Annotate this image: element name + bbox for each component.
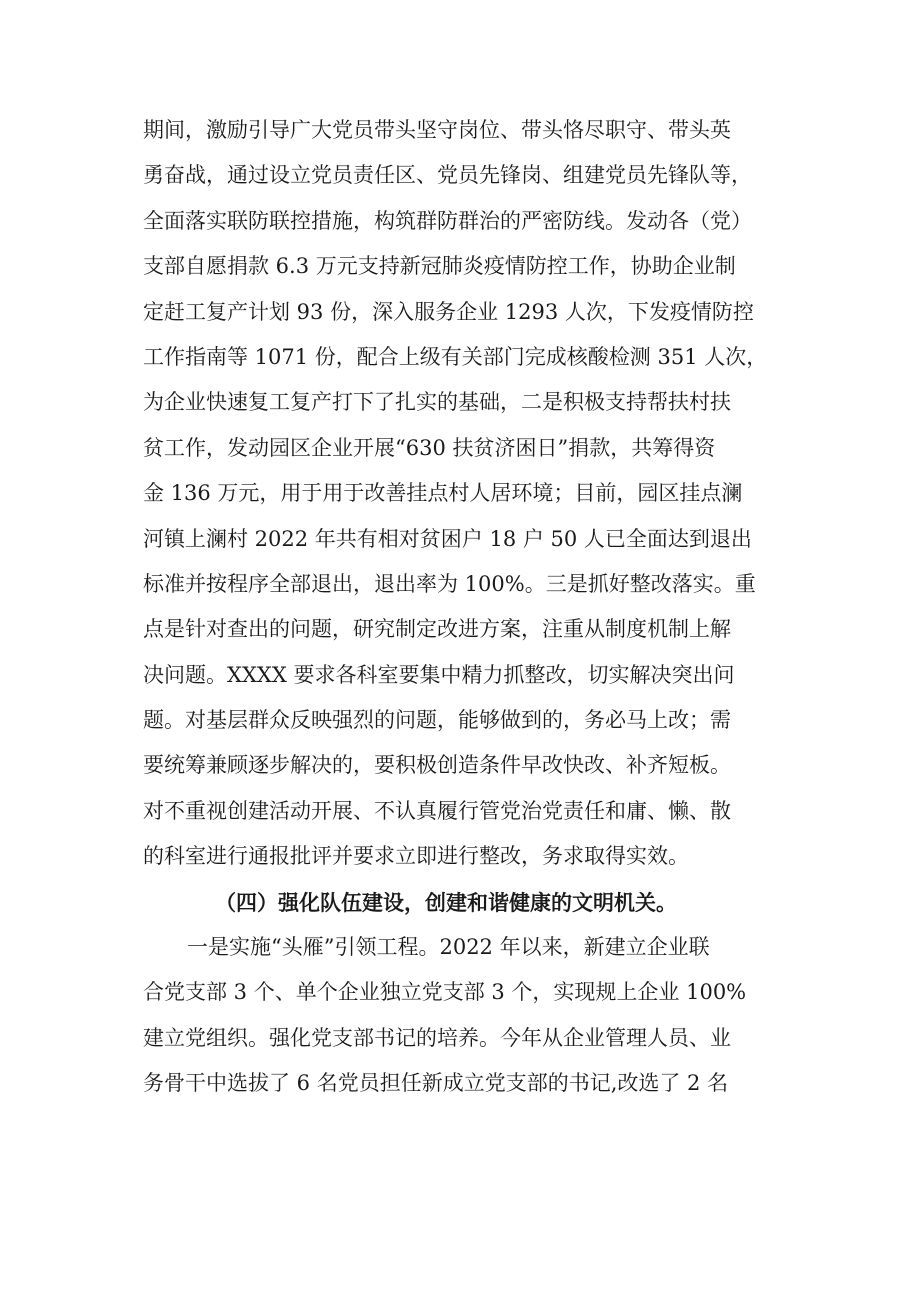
text-line: 支部自愿捐款 6.3 万元支持新冠肺炎疫情防控工作，协助企业制 bbox=[143, 254, 736, 279]
text-line: 勇奋战，通过设立党员责任区、党员先锋岗、组建党员先锋队等， bbox=[143, 163, 752, 188]
text-line: 全面落实联防联控措施，构筑群防群治的严密防线。发动各（党） bbox=[143, 208, 752, 233]
text-line: 点是针对查出的问题，研究制定改进方案，注重从制度机制上解 bbox=[143, 617, 731, 642]
text-line: 建立党组织。强化党支部书记的培养。今年从企业管理人员、业 bbox=[143, 1025, 731, 1050]
document-body bbox=[143, 108, 803, 1107]
text-line: 期间，激励引导广大党员带头坚守岗位、带头恪尽职守、带头英 bbox=[143, 118, 731, 142]
text-line: 务骨干中选拔了 6 名党员担任新成立党支部的书记,改选了 2 名 bbox=[143, 1071, 729, 1096]
text-line: 定赶工复产计划 93 份，深入服务企业 1293 人次，下发疫情防控 bbox=[143, 299, 754, 324]
text-line: 对不重视创建活动开展、不认真履行管党治党责任和庸、懒、散 bbox=[143, 798, 731, 823]
section-heading: （四）强化队伍建设，创建和谐健康的文明机关。 bbox=[215, 889, 677, 915]
text-line: 合党支部 3 个、单个企业独立党支部 3 个，实现规上企业 100% bbox=[143, 980, 747, 1005]
text-line: 金 136 万元，用于用于改善挂点村人居环境；目前，园区挂点澜 bbox=[143, 481, 743, 506]
text-line: 河镇上澜村 2022 年共有相对贫困户 18 户 50 人已全面达到退出 bbox=[143, 526, 752, 551]
text-line: 标准并按程序全部退出，退出率为 100%。三是抓好整改落实。重 bbox=[143, 571, 756, 596]
text-line: 贫工作，发动园区企业开展“630 扶贫济困日”捐款，共筹得资 bbox=[143, 435, 716, 460]
text-line: 决问题。XXXX 要求各科室要集中精力抓整改，切实解决突出问 bbox=[143, 662, 735, 687]
paragraph-first-line: 一是实施“头雁”引领工程。2022 年以来，新建立企业联 bbox=[187, 935, 710, 960]
text-line: 的科室进行通报批评并要求立即进行整改，务求取得实效。 bbox=[143, 844, 689, 869]
text-line: 要统筹兼顾逐步解决的，要积极创造条件早改快改、补齐短板。 bbox=[143, 753, 731, 778]
text-line: 题。对基层群众反映强烈的问题，能够做到的，务必马上改；需 bbox=[143, 708, 731, 733]
text-line: 为企业快速复工复产打下了扎实的基础，二是积极支持帮扶村扶 bbox=[143, 390, 731, 415]
text-line: 工作指南等 1071 份，配合上级有关部门完成核酸检测 351 人次， bbox=[143, 344, 768, 369]
